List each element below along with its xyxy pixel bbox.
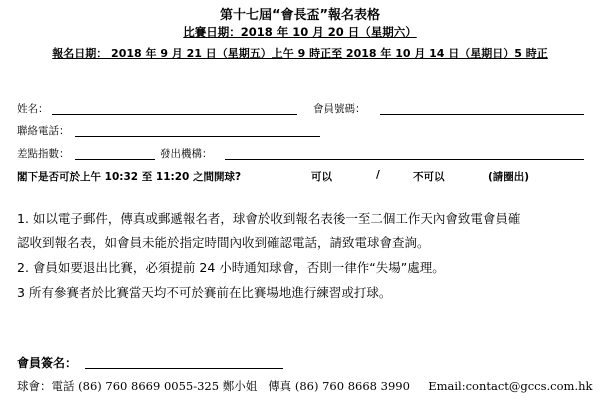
- form-title: 第十七屆“會長盃”報名表格: [219, 8, 381, 23]
- registration-period: 報名日期： 2018 年 9 月 21 日（星期五）上午 9 時正至 2018 年 10 月 14 日（星期日）5 時正: [52, 47, 548, 60]
- club-email[interactable]: Email:contact@gccs.com.hk: [428, 379, 593, 393]
- name-field[interactable]: [52, 114, 297, 115]
- fax-label: 傳真: [268, 379, 292, 393]
- option-no[interactable]: 不可以: [413, 171, 445, 183]
- question-text: 閣下是否可於上午 10:32 至 11:20 之間開球?: [17, 171, 242, 183]
- club-phone-label: 球會：電話: [17, 379, 75, 393]
- name-label: 姓名：: [17, 103, 49, 115]
- contact-person: 鄭小姐: [222, 379, 258, 393]
- note-line: 3 所有參賽者於比賽當天均不可於賽前在比賽場地進行練習或打球。: [17, 285, 392, 300]
- note-line: 2. 會員如要退出比賽，必須提前 24 小時通知球會，否則一律作“失場”處理。: [17, 260, 445, 275]
- handicap-label: 差點指數：: [17, 148, 70, 160]
- tee-time-question: [17, 169, 577, 185]
- issuer-field[interactable]: [225, 159, 584, 160]
- circle-instruction: (請圈出): [488, 171, 530, 183]
- signature-field[interactable]: [85, 368, 283, 369]
- issuer-label: 發出機構：: [160, 148, 213, 160]
- phone-label: 聯絡電話：: [17, 125, 70, 137]
- option-separator: /: [376, 169, 380, 181]
- phone-field[interactable]: [75, 136, 320, 137]
- note-line: 1. 如以電子郵件，傳真或郵遞報名者，球會於收到報名表後一至二個工作天內會致電會員確: [17, 211, 521, 226]
- handicap-field[interactable]: [75, 159, 155, 160]
- match-date: 比賽日期：2018 年 10 月 20 日（星期六）: [183, 25, 417, 39]
- member-number-label: 會員號碼：: [313, 103, 366, 115]
- option-yes[interactable]: 可以: [311, 171, 332, 183]
- note-line: 認收到報名表，如會員未能於指定時間內收到確認電話，請致電球會查詢。: [17, 235, 430, 250]
- contact-info: [17, 378, 592, 394]
- club-fax: (86) 760 8668 3990: [294, 379, 410, 393]
- club-phone: (86) 760 8669 0055-325: [78, 379, 220, 393]
- member-number-field[interactable]: [380, 114, 584, 115]
- signature-label: 會員簽名：: [17, 356, 78, 370]
